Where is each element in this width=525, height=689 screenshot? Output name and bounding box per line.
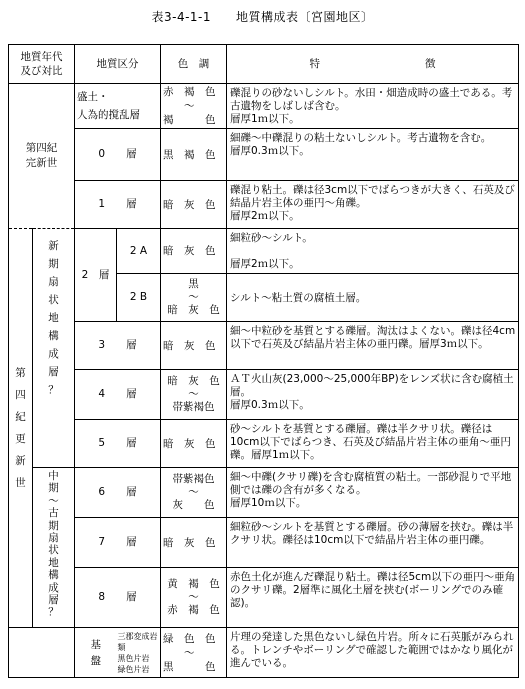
table-row xyxy=(9,628,519,678)
feature-cell: 片理の発達した黒色ないし緑色片岩。所々に石英脈がみられる。トレンチやボーリングで確認した範囲ではかなり風化が進んでいる。 xyxy=(227,628,519,678)
color-cell: 暗 灰 色 xyxy=(161,181,227,229)
color-cell: 暗 灰 色 xyxy=(161,322,227,370)
table-row xyxy=(9,322,519,370)
era-old-fan: 中 期 ～ 古 期 扇 状 地 構 成 層 ？ xyxy=(33,468,75,628)
feature-cell: 砂～シルトを基質とする礫層。礫は半クサリ状。礫径は10cm以下でばらつき、石英及び結晶片岩主体の亜角～亜円礫。層厚1ｍ以下。 xyxy=(227,420,519,468)
table-row xyxy=(9,84,519,129)
color-cell: 緑 色 色 ～ 黒 色 xyxy=(161,628,227,678)
color-cell: 赤 褐 色 ～ 褐 色 xyxy=(161,84,227,129)
table-row xyxy=(9,229,519,274)
era-basement-empty xyxy=(9,628,75,678)
feature-cell: 細礫～中礫混りの粘土ないしシルト。考古遺物を含む。 層厚0.3ｍ以下。 xyxy=(227,129,519,181)
feature-cell: 礫混り粘土。礫は径3cm以下でばらつきが大きく、石英及び結晶片岩主体の亜円～角礫。 層厚2ｍ以下。 xyxy=(227,181,519,229)
geology-table xyxy=(8,44,519,678)
header-feature: 特 徴 xyxy=(227,45,519,84)
table-row xyxy=(9,518,519,568)
feature-cell: 細粒砂～シルトを基質とする礫層。砂の薄層を挟む。礫は半クサリ状。礫径は10cm以下で結晶片岩主体の亜円礫。 xyxy=(227,518,519,568)
feature-cell: 細粒砂～シルト。 層厚2ｍ以下。 xyxy=(227,229,519,274)
division-2a: 2 A xyxy=(117,229,161,274)
division-2b: 2 B xyxy=(117,274,161,322)
table-row xyxy=(9,370,519,420)
color-cell: 帯紫褐色 ～ 灰 色 xyxy=(161,468,227,518)
basement-rocks-cell xyxy=(117,628,161,678)
page-title: 表3-4-1-1 地質構成表〔宮園地区〕 xyxy=(151,10,374,24)
division-layer-0: 0 層 xyxy=(75,129,161,181)
feature-cell: ＡＴ火山灰(23,000～25,000年BP)をレンズ状に含む腐植土層。 層厚0.3ｍ以下。 xyxy=(227,370,519,420)
era-holocene: 第四紀 完新世 xyxy=(9,84,75,229)
division-layer-4: 4 層 xyxy=(75,370,161,420)
color-cell: 黒 ～ 暗 灰 色 xyxy=(161,274,227,322)
color-cell: 黄 褐 色 ～ 赤 褐 色 xyxy=(161,568,227,628)
feature-cell: 礫混りの砂ないしシルト。水田・畑造成時の盛土である。考古遺物をしばしば含む。 層厚1ｍ以下。 xyxy=(227,84,519,129)
feature-cell: 赤色土化が進んだ礫混り粘土。礫は径5cm以下の亜円～亜角のクサリ礫。2層準に風化土層を挟む(ボーリングでのみ確認)。 xyxy=(227,568,519,628)
color-cell: 暗 灰 色 xyxy=(161,229,227,274)
feature-cell: シルト～粘土質の腐植土層。 xyxy=(227,274,519,322)
color-cell: 暗 灰 色 xyxy=(161,518,227,568)
table-row xyxy=(9,420,519,468)
era-pleistocene: 第 四 紀 更 新 世 xyxy=(9,229,33,628)
basement-rocks: 三郡変成岩類 黒色片岩 緑色片岩 xyxy=(117,631,158,674)
era-new-fan: 新 期 扇 状 地 構 成 層 ？ xyxy=(33,229,75,468)
feature-cell: 細～中粒砂を基質とする礫層。淘汰はよくない。礫は径4cm以下で石英及び結晶片岩主体の亜円礫。層厚3ｍ以下。 xyxy=(227,322,519,370)
table-row xyxy=(9,129,519,181)
header-row xyxy=(9,45,519,84)
division-layer-7: 7 層 xyxy=(75,518,161,568)
header-color: 色 調 xyxy=(161,45,227,84)
header-era: 地質年代 及び対比 xyxy=(9,45,75,84)
color-cell: 黒 褐 色 xyxy=(161,129,227,181)
table-row xyxy=(9,468,519,518)
division-layer-3: 3 層 xyxy=(75,322,161,370)
division-layer-6: 6 層 xyxy=(75,468,161,518)
division-layer-8: 8 層 xyxy=(75,568,161,628)
division-layer-5: 5 層 xyxy=(75,420,161,468)
table-row xyxy=(9,181,519,229)
table-row xyxy=(9,568,519,628)
division-fill: 盛土・ 人為的撹乱層 xyxy=(75,84,161,129)
color-cell: 暗 灰 色 ～ 帯紫褐色 xyxy=(161,370,227,420)
division-basement: 基 盤 xyxy=(75,628,117,678)
color-cell: 暗 灰 色 xyxy=(161,420,227,468)
division-layer-1: 1 層 xyxy=(75,181,161,229)
division-layer-2: 2 層 xyxy=(75,229,117,322)
header-division: 地質区分 xyxy=(75,45,161,84)
feature-cell: 細～中礫(クサリ礫)を含む腐植質の粘土。一部砂混りで平地側では礫の含有が多くなる。 層厚10ｍ以下。 xyxy=(227,468,519,518)
